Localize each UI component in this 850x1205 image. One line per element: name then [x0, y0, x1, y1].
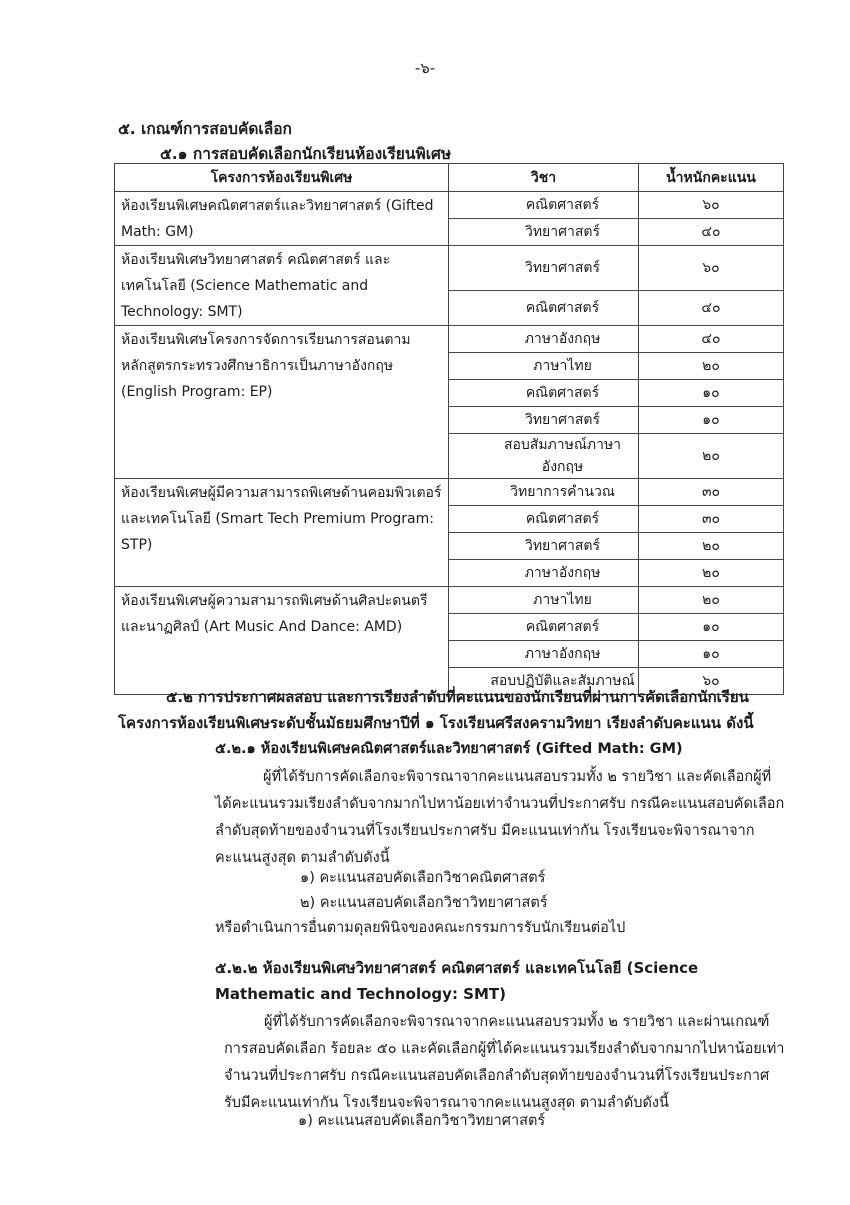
subject-cell: ภาษาอังกฤษ [449, 326, 639, 353]
section-521-body: ผู้ที่ได้รับการคัดเลือกจะพิจารณาจากคะแนนสอบรวมทั้ง ๒ รายวิชา และคัดเลือกผู้ที่ได้คะแนนรวมเรียงลำดับจากมากไปหาน้อยเท่าจำนวนที่ประกาศรับ กรณีคะแนนสอบคัดเลือกลำดับสุดท้ายของจำนวนที่โรงเรียนประกาศรับ มีคะแนนเท่ากัน โรงเรียนจะพิจารณาจากคะแนนสูงสุด ตามลำดับดังนี้ [215, 769, 785, 866]
table-row [115, 192, 784, 219]
weight-cell: ๖๐ [639, 668, 784, 695]
weight-cell: ๖๐ [639, 192, 784, 219]
subject-cell: วิทยาศาสตร์ [449, 246, 639, 291]
subject-cell: สอบปฏิบัติและสัมภาษณ์ [449, 668, 639, 695]
weight-cell: ๒๐ [639, 587, 784, 614]
page-number: -๖- [414, 59, 436, 77]
weight-cell: ๒๐ [639, 353, 784, 380]
section-521-closing: หรือดำเนินการอื่นตามดุลยพินิจของคณะกรรมการรับนักเรียนต่อไป [215, 920, 626, 936]
table-row [115, 479, 784, 506]
weight-cell: ๓๐ [639, 506, 784, 533]
selection-criteria-table [114, 163, 784, 695]
weight-cell: ๑๐ [639, 380, 784, 407]
subject-cell: ภาษาอังกฤษ [449, 641, 639, 668]
weight-cell: ๔๐ [639, 326, 784, 353]
table-row [115, 246, 784, 291]
subject-cell: คณิตศาสตร์ [449, 506, 639, 533]
header-subject: วิชา [449, 164, 639, 192]
section-title: ๕. เกณฑ์การสอบคัดเลือก [118, 120, 292, 138]
weight-cell: ๑๐ [639, 641, 784, 668]
table-row [115, 587, 784, 614]
weight-cell: ๑๐ [639, 614, 784, 641]
program-amd: ห้องเรียนพิเศษผู้ความสามารถพิเศษด้านศิลปะดนตรีและนาฏศิลป์ (Art Music And Dance: AMD) [115, 587, 449, 695]
subject-cell: คณิตศาสตร์ [449, 290, 639, 325]
subject-cell: วิทยาศาสตร์ [449, 533, 639, 560]
subject-cell: วิทยาศาสตร์ [449, 407, 639, 434]
weight-cell: ๓๐ [639, 479, 784, 506]
weight-cell: ๔๐ [639, 219, 784, 246]
subject-cell: สอบสัมภาษณ์ภาษาอังกฤษ [449, 434, 639, 479]
subject-cell: ภาษาไทย [449, 587, 639, 614]
subject-cell: คณิตศาสตร์ [449, 380, 639, 407]
subject-cell: ภาษาไทย [449, 353, 639, 380]
program-gm: ห้องเรียนพิเศษคณิตศาสตร์และวิทยาศาสตร์ (Gifted Math: GM) [115, 192, 449, 246]
weight-cell: ๒๐ [639, 560, 784, 587]
section-522-item-1: ๑) คะแนนสอบคัดเลือกวิชาวิทยาศาสตร์ [298, 1113, 546, 1129]
subject-cell: คณิตศาสตร์ [449, 192, 639, 219]
weight-cell: ๔๐ [639, 290, 784, 325]
section-522-body: ผู้ที่ได้รับการคัดเลือกจะพิจารณาจากคะแนนสอบรวมทั้ง ๒ รายวิชา และผ่านเกณฑ์การสอบคัดเลือก ร้อยละ ๕๐ และคัดเลือกผู้ที่ได้คะแนนรวมเรียงลำดับจากมากไปหาน้อยเท่าจำนวนที่ประกาศรับ กรณีคะแนนสอบคัดเลือกลำดับสุดท้ายของจำนวนที่โรงเรียนประกาศรับมีคะแนนเท่ากัน โรงเรียนจะพิจารณาจากคะแนนสูงสุด ตามลำดับดังนี้ [224, 1014, 785, 1111]
header-program: โครงการห้องเรียนพิเศษ [115, 164, 449, 192]
section-521-item-2: ๒) คะแนนสอบคัดเลือกวิชาวิทยาศาสตร์ [300, 895, 548, 911]
weight-cell: ๒๐ [639, 533, 784, 560]
subject-cell: คณิตศาสตร์ [449, 614, 639, 641]
section-522-heading: ๕.๒.๒ ห้องเรียนพิเศษวิทยาศาสตร์ คณิตศาสตร์ และเทคโนโลยี (Science Mathematic and Technology: SMT) [215, 959, 699, 1003]
subject-cell: ภาษาอังกฤษ [449, 560, 639, 587]
program-ep: ห้องเรียนพิเศษโครงการจัดการเรียนการสอนตามหลักสูตรกระทรวงศึกษาธิการเป็นภาษาอังกฤษ (English Program: EP) [115, 326, 449, 479]
section-521-heading: ๕.๒.๑ ห้องเรียนพิเศษคณิตศาสตร์และวิทยาศาสตร์ (Gifted Math: GM) [215, 741, 683, 757]
program-stp: ห้องเรียนพิเศษผู้มีความสามารถพิเศษด้านคอมพิวเตอร์และเทคโนโลยี (Smart Tech Premium Program: STP) [115, 479, 449, 587]
subsection-title: ๕.๑ การสอบคัดเลือกนักเรียนห้องเรียนพิเศษ [160, 145, 452, 163]
section-52-heading: ๕.๒ การประกาศผลสอบ และการเรียงลำดับที่คะแนนของนักเรียนที่ผ่านการคัดเลือกนักเรียนโครงการห้องเรียนพิเศษระดับชั้นมัธยมศึกษาปีที่ ๑ โรงเรียนศรีสงครามวิทยา เรียงลำดับคะแนน ดังนี้ [118, 688, 754, 732]
section-521-item-1: ๑) คะแนนสอบคัดเลือกวิชาคณิตศาสตร์ [300, 870, 546, 886]
table-row [115, 326, 784, 353]
program-smt: ห้องเรียนพิเศษวิทยาศาสตร์ คณิตศาสตร์ และเทคโนโลยี (Science Mathematic and Technology: SMT) [115, 246, 449, 326]
table-header-row [115, 164, 784, 192]
subject-cell: วิทยาศาสตร์ [449, 219, 639, 246]
weight-cell: ๒๐ [639, 434, 784, 479]
subject-cell: วิทยาการคำนวณ [449, 479, 639, 506]
header-weight: น้ำหนักคะแนน [639, 164, 784, 192]
weight-cell: ๑๐ [639, 407, 784, 434]
weight-cell: ๖๐ [639, 246, 784, 291]
